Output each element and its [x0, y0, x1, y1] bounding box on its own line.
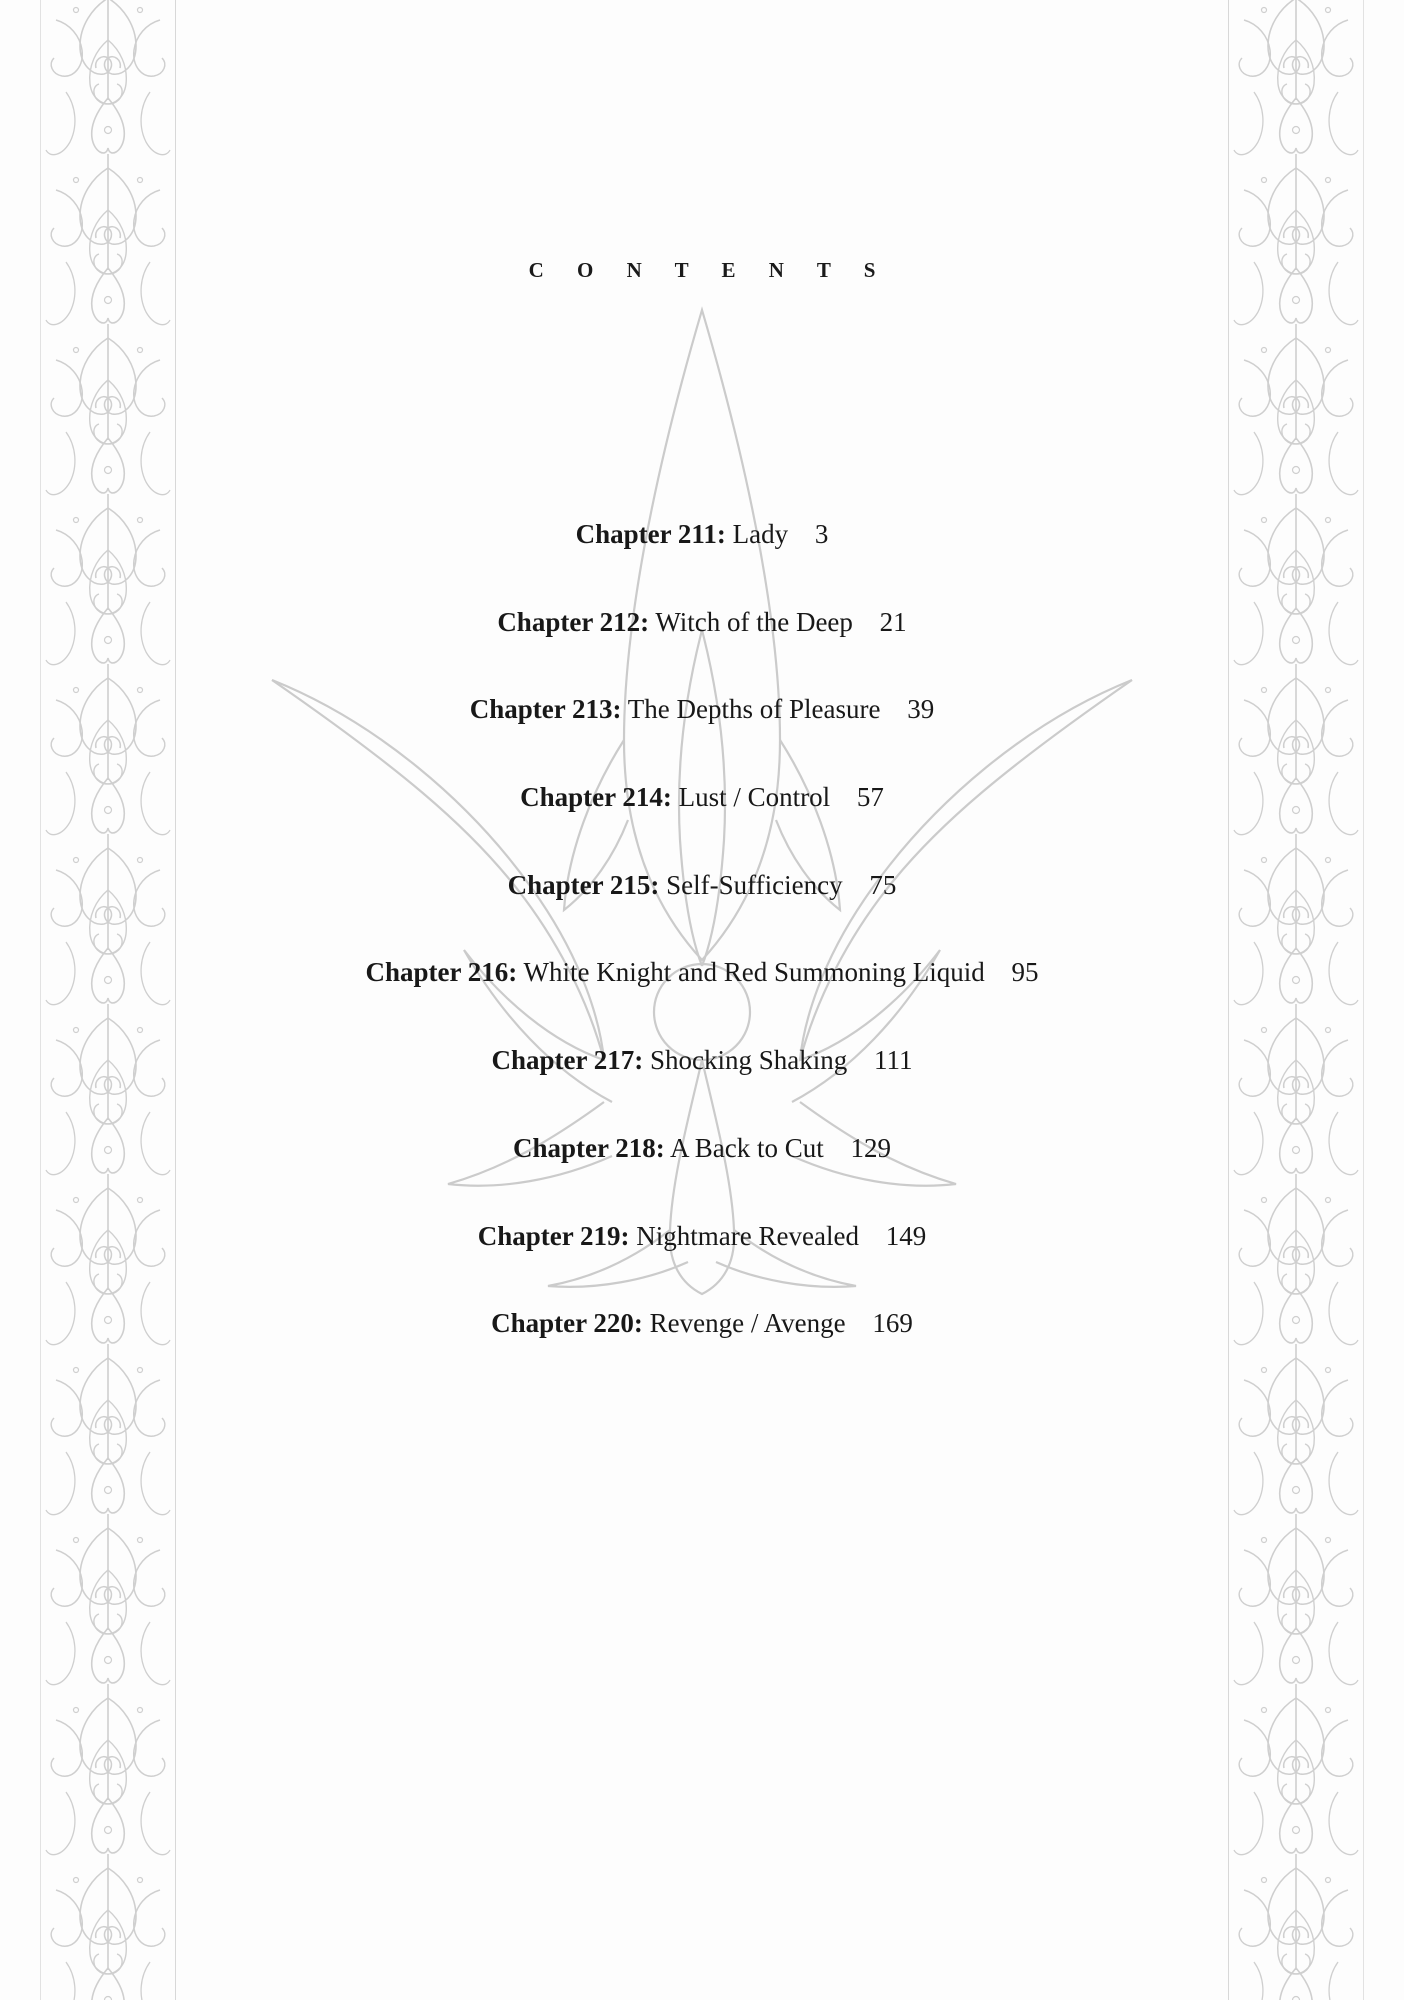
decorative-border-left [0, 0, 176, 2000]
chapter-title: Self-Sufficiency [666, 869, 843, 900]
page-number: 111 [874, 1045, 913, 1076]
ornament-pattern-right [1228, 0, 1364, 2000]
list-item[interactable] [176, 958, 1228, 988]
chapter-number: Chapter 215: [507, 869, 660, 900]
list-item[interactable] [176, 608, 1228, 638]
chapter-number: Chapter 213: [469, 694, 622, 725]
page-number: 75 [869, 869, 897, 900]
chapter-title: White Knight and Red Summoning Liquid [523, 957, 985, 988]
list-item[interactable] [176, 783, 1228, 813]
chapter-number: Chapter 220: [491, 1308, 643, 1339]
chapter-title: Nightmare Revealed [636, 1220, 859, 1251]
chapter-title: Lady [732, 519, 789, 549]
chapter-number: Chapter 219: [477, 1220, 630, 1251]
chapter-number: Chapter 214: [520, 782, 672, 813]
list-item[interactable] [176, 1309, 1228, 1339]
chapter-number: Chapter 216: [365, 957, 518, 988]
list-item[interactable] [176, 1134, 1228, 1164]
chapter-title: Shocking Shaking [649, 1045, 848, 1076]
page-number: 39 [907, 694, 935, 725]
chapter-number: Chapter 218: [512, 1132, 665, 1163]
list-item[interactable] [176, 520, 1228, 550]
table-of-contents [176, 520, 1228, 1397]
list-item[interactable] [176, 695, 1228, 725]
page-number: 95 [1011, 957, 1039, 988]
chapter-title: Lust / Control [678, 782, 831, 813]
chapter-title: The Depths of Pleasure [627, 694, 881, 725]
chapter-number: Chapter 217: [491, 1045, 644, 1076]
chapter-number: Chapter 211: [575, 519, 726, 549]
page-number: 169 [872, 1308, 913, 1339]
list-item[interactable] [176, 1222, 1228, 1252]
page-number: 149 [885, 1220, 927, 1251]
page-number: 57 [856, 782, 884, 813]
page-number: 129 [850, 1132, 891, 1163]
page-number: 21 [879, 606, 907, 637]
chapter-title: Revenge / Avenge [649, 1308, 846, 1339]
list-item[interactable] [176, 871, 1228, 901]
page-number: 3 [814, 519, 829, 549]
contents-container [176, 0, 1228, 2000]
chapter-number: Chapter 212: [497, 606, 650, 637]
page-title: C O N T E N T S [528, 258, 890, 282]
chapter-title: Witch of the Deep [655, 606, 853, 637]
ornament-pattern-left [40, 0, 176, 2000]
chapter-title: A Back to Cut [670, 1132, 824, 1163]
decorative-border-right [1228, 0, 1404, 2000]
list-item[interactable] [176, 1046, 1228, 1076]
